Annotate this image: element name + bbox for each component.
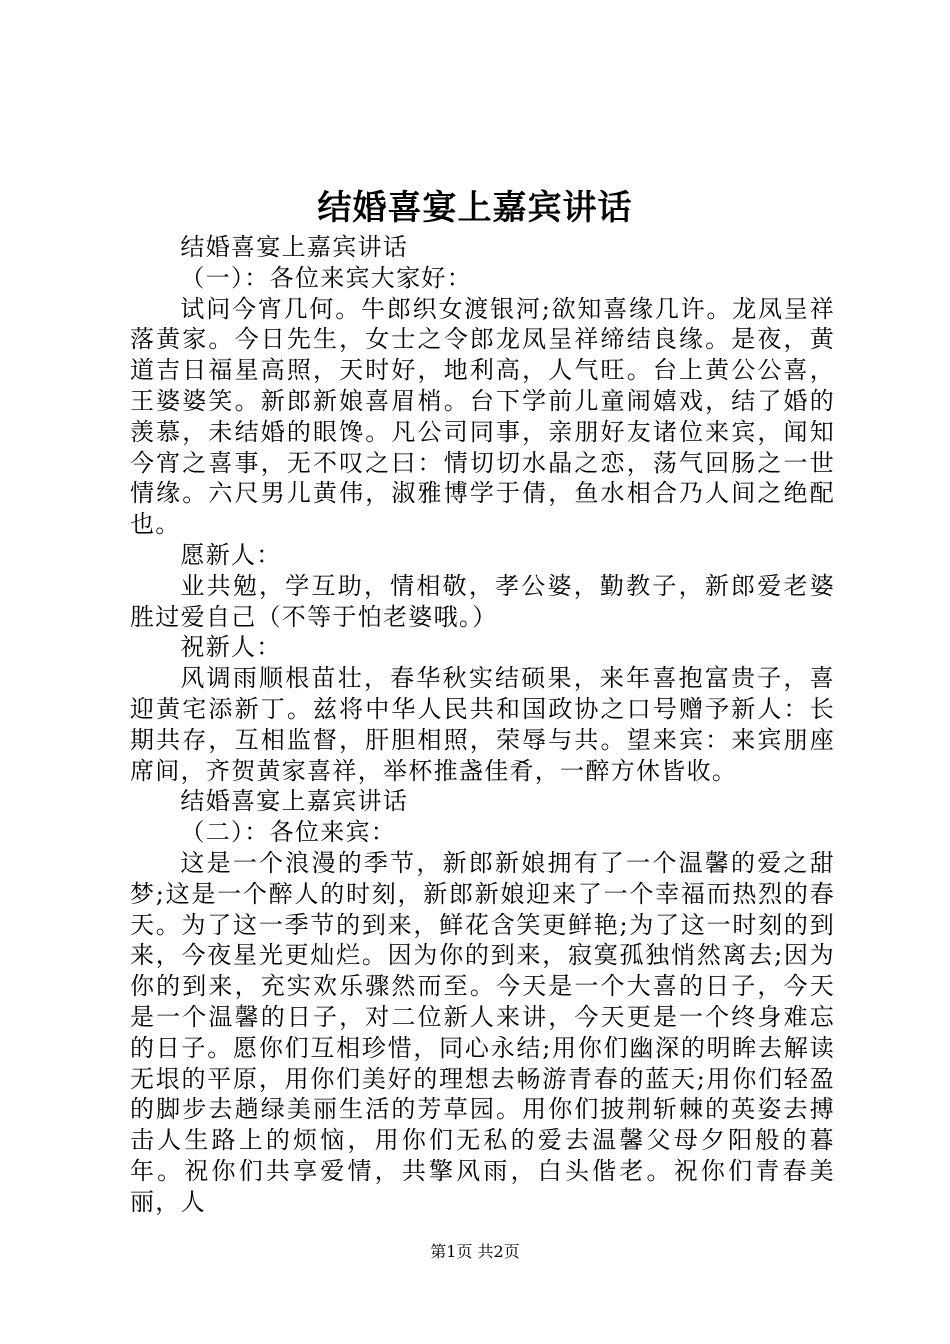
body-paragraph: 业共勉，学互助，情相敬，孝公婆，勤教子，新郎爱老婆胜过爱自己（不等于怕老婆哦。） bbox=[130, 571, 835, 631]
document-body bbox=[130, 232, 835, 1218]
document-title: 结婚喜宴上嘉宾讲话 bbox=[317, 188, 633, 228]
body-paragraph: 试问今宵几何。牛郎织女渡银河;欲知喜缘几许。龙凤呈祥落黄家。今日先生，女士之令郎龙凤呈祥缔结良缘。是夜，黄道吉日福星高照，天时好，地利高，人气旺。台上黄公公喜，王婆婆笑。新郎新娘喜眉梢。台下学前儿童闹嬉戏，结了婚的羡慕，未结婚的眼馋。凡公司同事，亲朋好友诸位来宾，闻知今宵之喜事，无不叹之曰：情切切水晶之恋，荡气回肠之一世情缘。六尺男儿黄伟，淑雅博学于倩，鱼水相合乃人间之绝配也。 bbox=[130, 294, 835, 539]
section-heading: 结婚喜宴上嘉宾讲话 bbox=[180, 787, 409, 816]
label-paragraph: 愿新人： bbox=[180, 540, 282, 569]
section-subheading: （二）：各位来宾： bbox=[180, 818, 397, 847]
section-subheading: （一）：各位来宾大家好： bbox=[180, 263, 472, 292]
label-paragraph: 祝新人： bbox=[180, 633, 282, 662]
body-paragraph: 风调雨顺根苗壮，春华秋实结硕果，来年喜抱富贵子，喜迎黄宅添新丁。兹将中华人民共和国政协之口号赠予新人：长期共存，互相监督，肝胆相照，荣辱与共。望来宾：来宾朋座席间，齐贺黄家喜祥，举杯推盏佳肴，一醉方休皆收。 bbox=[130, 664, 835, 785]
body-paragraph: 这是一个浪漫的季节，新郎新娘拥有了一个温馨的爱之甜梦;这是一个醉人的时刻，新郎新娘迎来了一个幸福而热烈的春天。为了这一季节的到来，鲜花含笑更鲜艳;为了这一时刻的到来，今夜星光更灿烂。因为你的到来，寂寞孤独悄然离去;因为你的到来，充实欢乐骤然而至。今天是一个大喜的日子，今天是一个温馨的日子，对二位新人来讲，今天更是一个终身难忘的日子。愿你们互相珍惜，同心永结;用你们幽深的明眸去解读无垠的平原，用你们美好的理想去畅游青春的蓝天;用你们轻盈的脚步去趟绿美丽生活的芳草园。用你们披荆斩棘的英姿去搏击人生路上的烦恼，用你们无私的爱去温馨父母夕阳般的暮年。祝你们共享爱情，共擎风雨，白头偕老。祝你们青春美丽，人 bbox=[130, 848, 835, 1216]
page-footer: 第1页 共2页 bbox=[430, 1242, 520, 1261]
section-heading: 结婚喜宴上嘉宾讲话 bbox=[180, 233, 409, 261]
